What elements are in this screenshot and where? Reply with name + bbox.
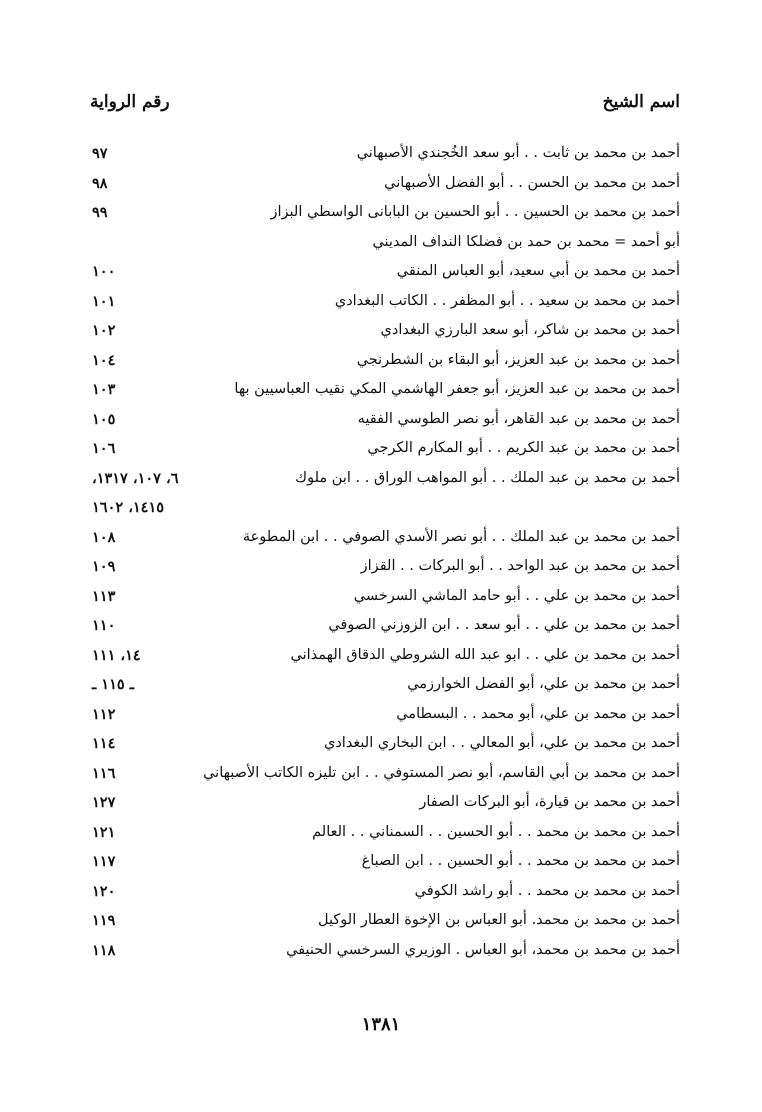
list-item — [92, 438, 680, 468]
sheikh-name: أحمد بن محمد بن محمد . . أبو الحسين . . ابن الصباغ — [361, 853, 680, 869]
sheikh-name: أحمد بن محمد بن عبد العزيز، أبو جعفر الهاشمي المكي نقيب العباسيين بها — [234, 381, 680, 397]
list-item — [92, 792, 680, 822]
sheikh-name: أحمد بن محمد بن سعيد . . أبو المظفر . . الكاتب البغدادي — [334, 292, 680, 309]
narration-number: ١٠٨ — [92, 528, 116, 546]
list-item — [92, 674, 680, 704]
list-item — [92, 379, 680, 409]
sheikh-name: أحمد بن محمد بن عبد القاهر، أبو نصر الطوسي الفقيه — [357, 410, 680, 427]
list-item — [92, 527, 680, 557]
narration-number: ١٤، ١١١ — [92, 646, 141, 664]
narration-number: ـ ١١٥ ـ — [92, 676, 134, 693]
list-item — [92, 232, 680, 262]
narration-number: ١٠٦ — [92, 440, 116, 457]
sheikh-name: أحمد بن محمد بن عبد العزيز، أبو البقاء بن الشطرنجي — [356, 351, 680, 368]
sheikh-name: أحمد بن محمد بن علي، أبو الفضل الخوارزمي — [407, 676, 680, 692]
sheikh-name: أحمد بن محمد بن عبد الواحد . . أبو البركات . . القزاز — [360, 558, 680, 574]
narration-number: ١١٠ — [92, 617, 116, 634]
narration-number: ٩٩ — [92, 204, 108, 221]
narration-number: ٦، ١٠٧، ١٣١٧، — [92, 469, 179, 487]
list-item — [92, 763, 680, 793]
list-item — [92, 940, 680, 970]
list-item — [92, 497, 680, 527]
narration-number: ٩٨ — [92, 174, 108, 192]
header-number-column: رقم الرواية — [90, 92, 170, 112]
sheikh-name: أحمد بن محمد بن محمد، أبو العباس . الوزيري السرخسي الحنيفي — [286, 941, 680, 958]
narration-number: ١٠٤ — [92, 351, 116, 369]
table-header — [90, 92, 680, 122]
sheikh-name: أحمد بن محمد بن محمد . . أبو راشد الكوفي — [414, 882, 680, 899]
list-item — [92, 350, 680, 380]
sheikh-name: أحمد بن محمد بن ثابت . . أبو سعد الخُجندي الأصبهاني — [356, 145, 680, 161]
list-item — [92, 645, 680, 675]
narration-number: ١٠٥ — [92, 410, 116, 428]
narration-number: ١١٣ — [92, 587, 116, 605]
narration-number: ١١٧ — [92, 853, 116, 870]
sheikh-name: أحمد بن محمد بن علي، أبو المعالي . . ابن البخاري البغدادي — [323, 735, 680, 751]
sheikh-name: أحمد بن محمد بن أبي سعيد، أبو العباس المنقي — [396, 263, 680, 279]
narration-number: ٩٧ — [92, 145, 108, 162]
narration-number: ١١٦ — [92, 764, 116, 782]
narration-number: ١٤١٥، ١٦٠٢ — [92, 499, 165, 516]
list-item — [92, 704, 680, 734]
list-item — [92, 409, 680, 439]
list-item — [92, 261, 680, 291]
narration-number: ١٢٧ — [92, 794, 116, 811]
list-item — [92, 822, 680, 852]
narration-number: ١١٨ — [92, 941, 116, 959]
narration-number: ١٢٠ — [92, 882, 116, 900]
narration-number: ١١٤ — [92, 735, 116, 752]
list-item — [92, 320, 680, 350]
list-item — [92, 468, 680, 498]
sheikh-name: أحمد بن محمد بن عبد الكريم . . أبو المكارم الكرجي — [367, 440, 680, 456]
list-item — [92, 910, 680, 940]
sheikh-name: أحمد بن محمد بن علي . . أبو سعد . . ابن الزوزني الصوفي — [328, 617, 680, 633]
narration-number: ١٠٢ — [92, 322, 116, 339]
sheikh-name: أبو أحمد = محمد بن حمد بن فضلكا النداف المديني — [372, 233, 680, 250]
list-item — [92, 143, 680, 173]
sheikh-name: أحمد بن محمد بن شاكر، أبو سعد البارزي البغدادي — [380, 322, 680, 338]
narration-number: ١٠٠ — [92, 263, 116, 280]
narration-number: ١١٩ — [92, 912, 116, 929]
sheikh-name: أحمد بن محمد بن محمد . . أبو الحسين . . السمناني . . العالم — [312, 823, 680, 840]
index-list — [92, 143, 680, 969]
narration-number: ١١٢ — [92, 705, 116, 723]
sheikh-name: أحمد بن محمد بن الحسن . . أبو الفضل الأصبهاني — [384, 174, 680, 191]
header-name-column: اسم الشيخ — [602, 92, 680, 112]
list-item — [92, 586, 680, 616]
list-item — [92, 173, 680, 203]
list-item — [92, 615, 680, 645]
sheikh-name: أحمد بن محمد بن علي، أبو محمد . . البسطامي — [396, 705, 680, 722]
narration-number: ١٠٣ — [92, 381, 116, 398]
sheikh-name: أحمد بن محمد بن علي . . أبو حامد الماشي السرخسي — [353, 587, 680, 604]
narration-number: ١٢١ — [92, 823, 116, 841]
list-item — [92, 881, 680, 911]
page-number: ١٣٨١ — [361, 1014, 401, 1035]
sheikh-name: أحمد بن محمد بن محمد. أبو العباس بن الإخوة العطار الوكيل — [318, 912, 680, 928]
sheikh-name: أحمد بن محمد بن قيارة، أبو البركات الصفار — [419, 794, 680, 810]
narration-number: ١٠١ — [92, 292, 116, 310]
sheikh-name: أحمد بن محمد بن علي . . ابو عبد الله الشروطي الدقاق الهمذاني — [290, 646, 680, 663]
sheikh-name: أحمد بن محمد بن عبد الملك . . أبو نصر الأسدي الصوفي . . ابن المطوعة — [242, 528, 680, 545]
list-item — [92, 202, 680, 232]
sheikh-name: أحمد بن محمد بن الحسين . . أبو الحسين بن البابانى الواسطي البزاز — [270, 204, 680, 220]
list-item — [92, 291, 680, 321]
sheikh-name: أحمد بن محمد بن أبي القاسم، أبو نصر المستوفي . . ابن تليزه الكاتب الأصبهاني — [203, 764, 680, 781]
list-item — [92, 851, 680, 881]
list-item — [92, 733, 680, 763]
sheikh-name: أحمد بن محمد بن عبد الملك . . أبو المواهب الوراق . . ابن ملوك — [295, 469, 680, 486]
narration-number: ١٠٩ — [92, 558, 116, 575]
list-item — [92, 556, 680, 586]
